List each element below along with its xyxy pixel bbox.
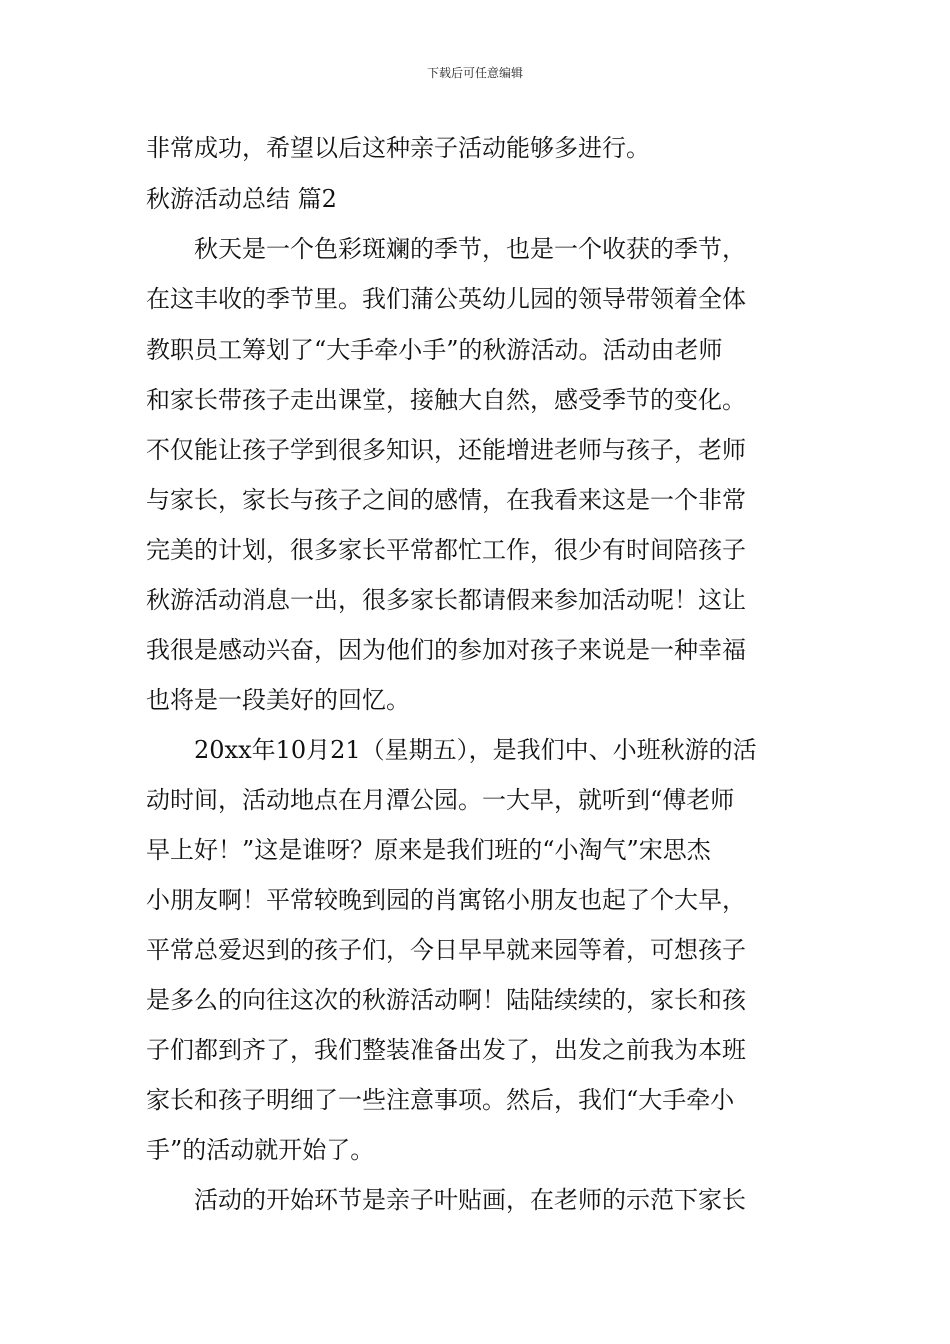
text-line: 家长和孩子明细了一些注意事项。然后，我们“大手牵小 (146, 1086, 735, 1114)
text-line: 小朋友啊！平常较晚到园的肖寓铭小朋友也起了个大早， (146, 886, 746, 914)
text-line: 平常总爱迟到的孩子们，今日早早就来园等着，可想孩子 (146, 936, 746, 964)
text-line: 秋天是一个色彩斑斓的季节，也是一个收获的季节， (146, 235, 746, 263)
text-line: 20xx年10月21（星期五），是我们中、小班秋游的活 (146, 736, 757, 764)
text-line: 在这丰收的季节里。我们蒲公英幼儿园的领导带领着全体 (146, 285, 746, 313)
text-line: 秋游活动消息一出，很多家长都请假来参加活动呢！这让 (146, 586, 746, 614)
text-line: 也将是一段美好的回忆。 (146, 686, 410, 714)
text-line: 早上好！”这是谁呀？原来是我们班的“小淘气”宋思杰 (146, 836, 711, 864)
text-line: 动时间，活动地点在月潭公园。一大早，就听到“傅老师 (146, 786, 735, 814)
text-line: 教职员工筹划了“大手牵小手”的秋游活动。活动由老师 (146, 336, 723, 364)
page-header: 下载后可任意编辑 (426, 66, 523, 80)
text-line: 不仅能让孩子学到很多知识，还能增进老师与孩子，老师 (146, 436, 746, 464)
text-line: 子们都到齐了，我们整装准备出发了，出发之前我为本班 (146, 1036, 746, 1064)
section-title: 秋游活动总结 篇2 (146, 185, 337, 213)
text-line: 完美的计划，很多家长平常都忙工作，很少有时间陪孩子 (146, 536, 746, 564)
text-line: 活动的开始环节是亲子叶贴画，在老师的示范下家长 (146, 1186, 746, 1214)
text-line: 与家长，家长与孩子之间的感情，在我看来这是一个非常 (146, 486, 746, 514)
text-line: 手”的活动就开始了。 (146, 1136, 375, 1164)
text-line: 我很是感动兴奋，因为他们的参加对孩子来说是一种幸福 (146, 636, 746, 664)
text-line: 非常成功，希望以后这种亲子活动能够多进行。 (146, 134, 650, 162)
text-line: 是多么的向往这次的秋游活动啊！陆陆续续的，家长和孩 (146, 986, 746, 1014)
text-line: 和家长带孩子走出课堂，接触大自然，感受季节的变化。 (146, 386, 746, 414)
